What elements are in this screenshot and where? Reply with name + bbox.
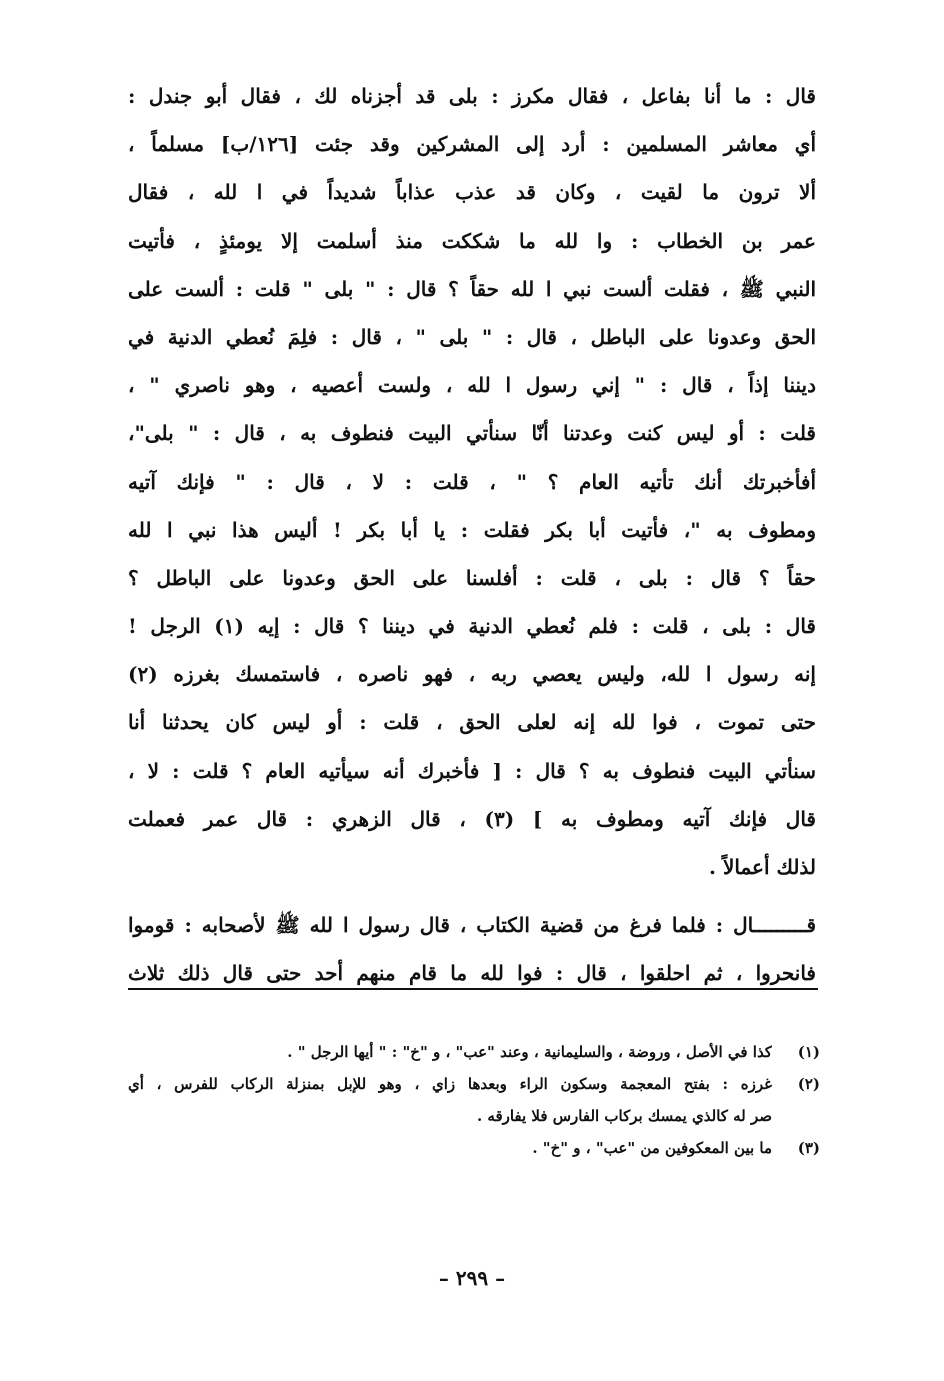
text-line: قال : ما أنا بفاعل ، فقال مكرز : بلى قد أجزناه لك ، فقال أبو جندل :: [128, 84, 816, 108]
paragraph-2-line: فانحروا ، ثم احلقوا ، قال : فوا لله ما قام منهم أحد حتى قال ذلك ثلاث: [128, 961, 816, 986]
text-line: الحق وعدونا على الباطل ، قال : " بلى " ، قال : فلِمَ نُعطي الدنية في: [128, 324, 816, 349]
text-line: قال : بلى ، قلت : فلم نُعطي الدنية في ديننا ؟ قال : إيه (١) الرجل !: [128, 614, 816, 639]
text-line: سنأتي البيت فنطوف به ؟ قال : [ فأخبرك أنه سيأتيه العام ؟ قلت : لا ،: [128, 758, 816, 783]
footnote-number: (٣): [797, 1139, 820, 1157]
text-line: النبي ﷺ ، فقلت ألست نبي ا لله حقاً ؟ قال : " بلى " قلت : ألست على: [128, 276, 816, 301]
text-line: حقاً ؟ قال : بلى ، قلت : أفلسنا على الحق وعدونا على الباطل ؟: [128, 565, 816, 590]
footnote-3: [128, 1132, 820, 1164]
text-line: إنه رسول ا لله، وليس يعصي ربه ، فهو ناصره ، فاستمسك بغرزه (٢): [128, 662, 816, 687]
text-line: عمر بن الخطاب : وا لله ما شككت منذ أسلمت إلا يومئذٍ ، فأتيت: [128, 228, 816, 253]
text-line: حتى تموت ، فوا لله إنه لعلى الحق ، قلت : أو ليس كان يحدثنا أنا: [128, 710, 816, 735]
text-line: ألا ترون ما لقيت ، وكان قد عذب عذاباً شديداً في ا لله ، فقال: [128, 180, 816, 205]
text-line: ومطوف به "، فأتيت أبا بكر فقلت : يا أبا بكر ! أليس هذا نبي ا لله: [128, 517, 816, 542]
main-text: [128, 72, 816, 998]
footnote-text: كذا في الأصل ، وروضة ، والسليمانية ، وعند "عب" ، و "خ" : " أيها الرجل " .: [287, 1043, 772, 1061]
text-line: قال فإنك آتيه ومطوف به ] (٣) ، قال الزهري : قال عمر فعملت: [128, 806, 816, 831]
footnote-number: (١): [797, 1043, 820, 1061]
footnote-1: [128, 1036, 820, 1068]
text-line: أي معاشر المسلمين : أرد إلى المشركين وقد جئت [١٢٦/ب] مسلماً ،: [128, 132, 816, 157]
text-line: أفأخبرتك أنك تأتيه العام ؟ " ، قلت : لا ، قال : " فإنك آتيه: [128, 469, 816, 494]
paragraph-2-line: قـــــــــال : فلما فرغ من قضية الكتاب ، قال رسول ا لله ﷺ لأصحابه : قوموا: [128, 913, 816, 938]
footnote-2-continuation: [128, 1100, 820, 1132]
footnotes: [128, 1036, 820, 1164]
footnote-text: ما بين المعكوفين من "عب" ، و "خ" .: [532, 1139, 772, 1157]
footnote-number: (٢): [797, 1075, 820, 1093]
footnote-separator: [128, 988, 818, 990]
page-number: – ٢٩٩ –: [438, 1266, 506, 1290]
text-line: قلت : أو ليس كنت وعدتنا أنّا سنأتي البيت فنطوف به ، قال : " بلى"،: [128, 421, 816, 446]
text-line: لذلك أعمالاً .: [709, 855, 816, 879]
text-line: ديننا إذاً ، قال : " إني رسول ا لله ، ولست أعصيه ، وهو ناصري " ،: [128, 373, 816, 398]
footnote-text: غرزه : بفتح المعجمة وسكون الراء وبعدها زاي ، وهو للإبل بمنزلة الركاب للفرس ، أي: [128, 1075, 772, 1093]
footnote-2: [128, 1068, 820, 1100]
footnote-text: صر له كالذي يمسك بركاب الفارس فلا يفارقه .: [476, 1107, 772, 1125]
